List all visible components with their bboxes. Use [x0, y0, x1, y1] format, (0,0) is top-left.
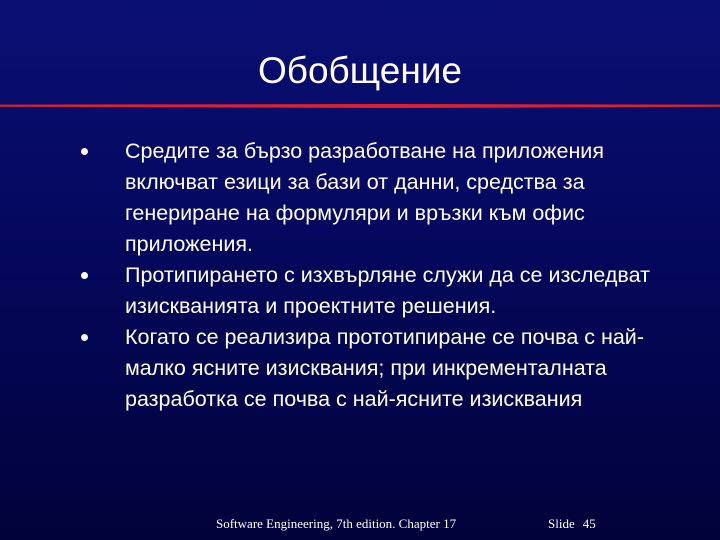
- bullet-item: [80, 322, 680, 415]
- bullet-text: Средите за бързо разработване на приложения включват езици за бази от данни, средства за генериране на формуляри и връзки към офис приложения.: [125, 139, 604, 256]
- title-underline: [0, 104, 720, 108]
- bullet-item: [80, 136, 680, 260]
- footer-text: Software Engineering, 7th edition. Chapter 17: [216, 516, 457, 531]
- bullet-text: Протипирането с изхвърляне служи да се изследват изискванията и проектните решения.: [125, 263, 650, 318]
- slide-title: Обобщение: [257, 50, 463, 91]
- bullet-dot-icon: [81, 272, 88, 279]
- bullet-list: [80, 136, 680, 415]
- title-underline-shape: [0, 104, 720, 108]
- bullet-item: [80, 260, 680, 322]
- slide-label: Slide: [548, 516, 575, 531]
- bullet-dot-icon: [81, 334, 88, 341]
- slide-number-value: 45: [582, 516, 596, 531]
- bullet-dot-icon: [81, 148, 88, 155]
- slide-number: [548, 516, 596, 532]
- bullet-text: Когато се реализира прототипиране се почва с най-малко ясните изисквания; при инкременталната разработка се почва с най-ясните изисквания: [125, 325, 644, 411]
